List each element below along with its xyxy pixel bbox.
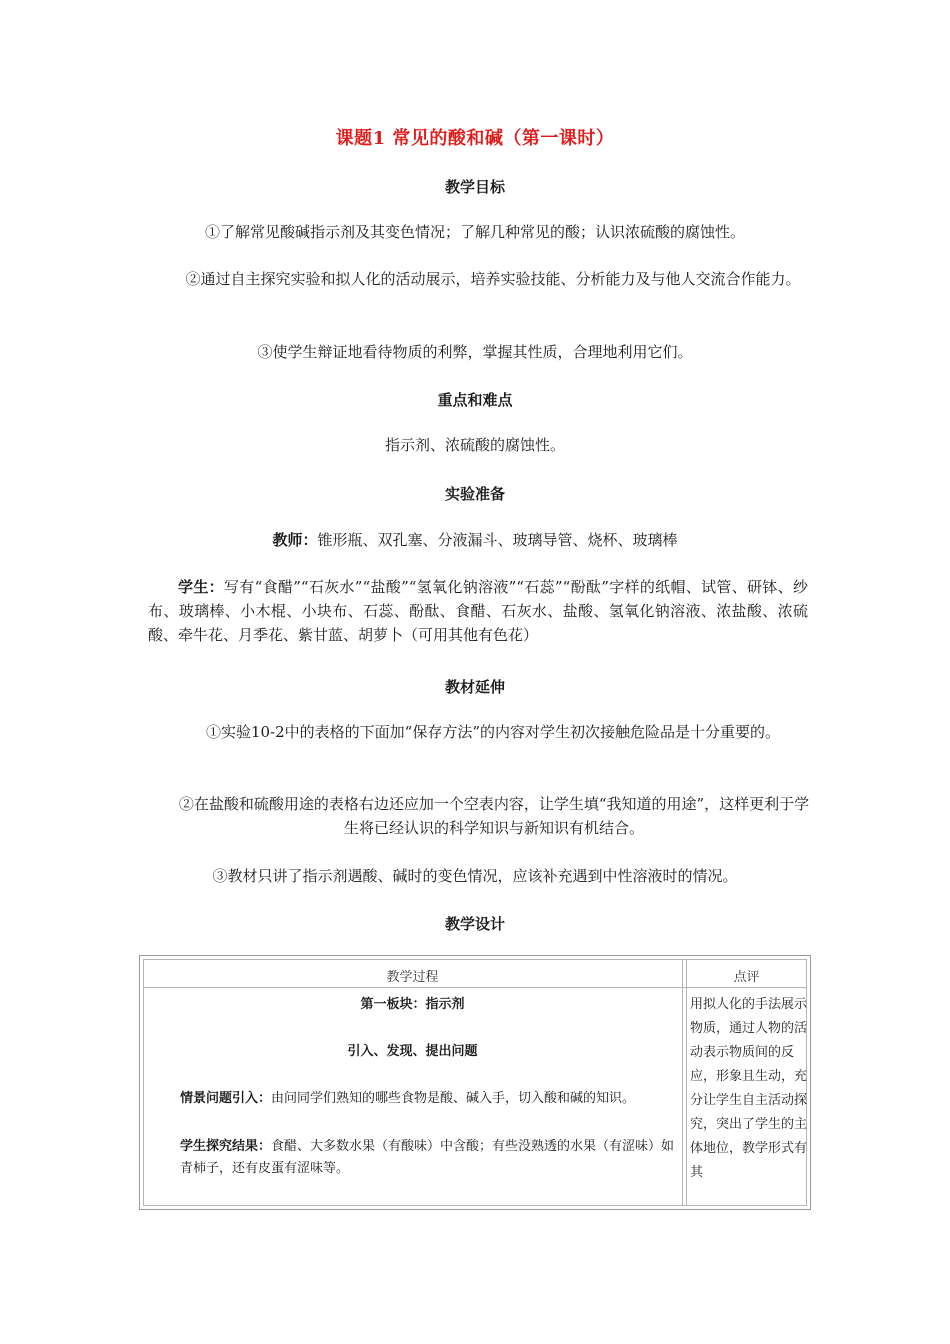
block-title: 第一板块：指示剂 [360, 997, 465, 1012]
ext-2: ②在盐酸和硫酸用途的表格右边还应加一个空表内容，让学生填“我知道的用途”，这样更利于学生将已经认识的科学知识与新知识有机结合。 [178, 795, 810, 837]
goal-3: ③使学生辩证地看待物质的利弊，掌握其性质，合理地利用它们。 [257, 343, 693, 361]
goals-heading: 教学目标 [444, 178, 505, 196]
goal-1: ①了解常见酸碱指示剂及其变色情况；了解几种常见的酸；认识浓硫酸的腐蚀性。 [204, 223, 745, 241]
key-heading: 重点和难点 [437, 391, 513, 409]
result-label: 学生探究结果： [180, 1139, 272, 1154]
intro-text: 由问同学们熟知的哪些食物是酸、碱入手，切入酸和碱的知识。 [271, 1091, 636, 1106]
intro-label: 情景问题引入： [180, 1091, 272, 1106]
col-header-comment: 点评 [733, 970, 760, 985]
table-column-divider-2 [686, 959, 687, 1206]
col-header-process: 教学过程 [386, 970, 439, 985]
table-header-divider [143, 987, 807, 988]
sub-title: 引入、发现、提出问题 [347, 1044, 478, 1059]
intro-row [180, 1088, 680, 1110]
student-prep [148, 575, 808, 647]
ext-1: ①实验10-2中的表格的下面加“保存方法”的内容对学生初次接触危险品是十分重要的。 [205, 723, 781, 741]
student-label: 学生： [178, 578, 224, 596]
prep-heading: 实验准备 [444, 485, 505, 503]
goal-2: ②通过自主探究实验和拟人化的活动展示，培养实验技能、分析能力及与他人交流合作能力。 [185, 270, 801, 288]
teacher-prep [0, 528, 950, 552]
result-text: 食醋、大多数水果（有酸味）中含酸；有些没熟透的水果（有涩味）如青柿子，还有皮蛋有涩味等。 [180, 1139, 675, 1176]
ext-heading: 教材延伸 [444, 678, 505, 696]
result-row [180, 1136, 682, 1180]
teacher-label: 教师： [272, 531, 318, 549]
table-column-divider [682, 959, 683, 1206]
comment-text: 用拟人化的手法展示物质，通过人物的活动表示物质间的反应，形象且生动，充分让学生自主活动探究，突出了学生的主体地位，教学形式有其 [690, 997, 808, 1180]
page-title: 课题1 常见的酸和碱（第一课时） [335, 128, 615, 149]
ext-3: ③教材只讲了指示剂遇酸、碱时的变色情况，应该补充遇到中性溶液时的情况。 [212, 867, 738, 885]
key-text: 指示剂、浓硫酸的腐蚀性。 [384, 436, 565, 454]
student-text: 写有“食醋”“石灰水”“盐酸”“氢氧化钠溶液”“石蕊”“酚酞”字样的纸帽、试管、研钵、纱布、玻璃棒、小木棍、小块布、石蕊、酚酞、食醋、石灰水、盐酸、氢氧化钠溶液、浓盐酸、浓硫酸、牵牛花、月季花、紫甘蓝、胡萝卜（可用其他有色花） [148, 578, 808, 644]
teacher-text: 锥形瓶、双孔塞、分液漏斗、玻璃导管、烧杯、玻璃棒 [317, 531, 678, 549]
design-heading: 教学设计 [444, 915, 505, 933]
